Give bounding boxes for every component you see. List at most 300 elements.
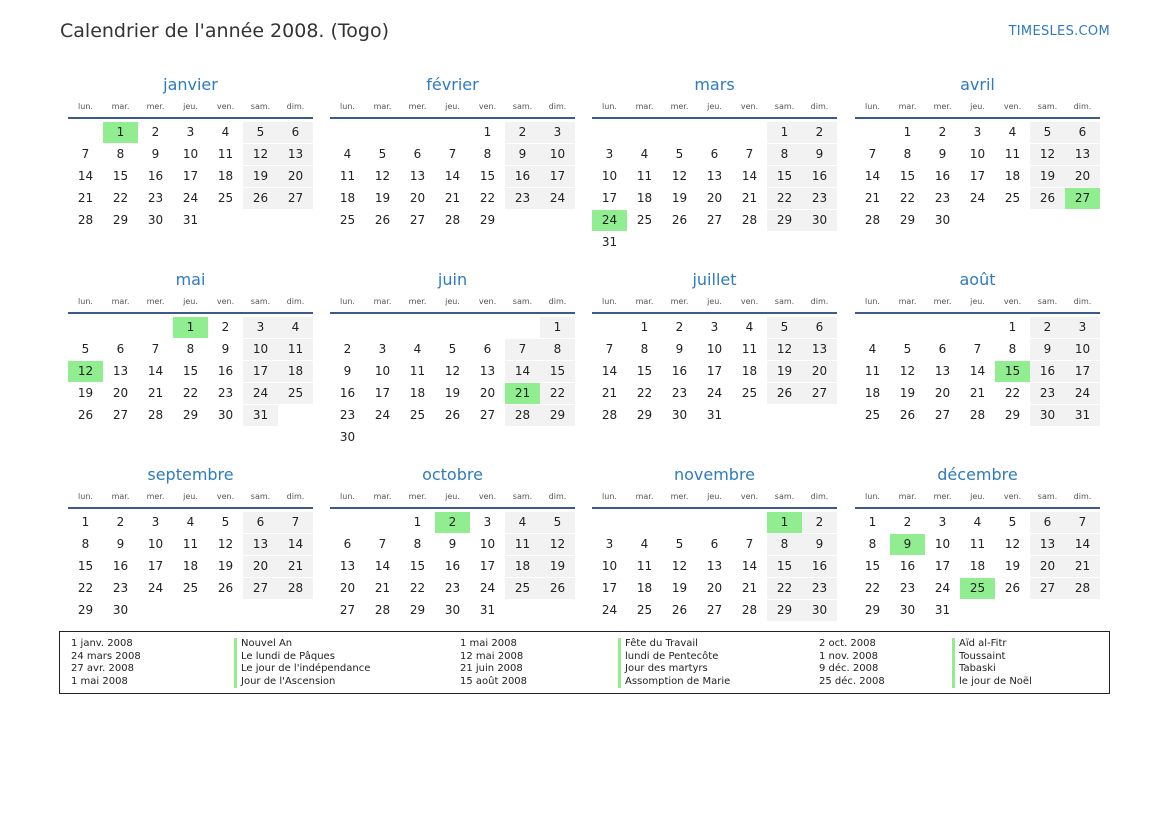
day-cell: 5 [675,147,684,161]
month-name: mars [694,75,735,94]
day-cell: 25 [409,408,426,422]
weekday-label: jeu. [183,491,198,501]
day-cell: 9 [675,342,684,356]
day-cell: 6 [483,342,492,356]
day-cell: 8 [81,537,90,551]
day-cell: 26 [540,578,575,599]
day-cell: 24 [969,191,986,205]
day-cell: 25 [278,383,313,404]
day-cell: 4 [745,320,754,334]
legend-holiday-name: Le lundi de Pâques [234,651,370,664]
day-cell: 26 [217,581,234,595]
day-cell: 11 [278,339,313,360]
day-cell: 28 [374,603,391,617]
day-cell: 17 [601,581,618,595]
legend-date: 21 juin 2008 [460,663,523,674]
day-cell: 25 [217,191,234,205]
weekday-label: lun. [78,491,93,501]
day-cell: 16 [444,559,461,573]
day-cell: 19 [767,361,802,382]
day-cell: 20 [706,191,723,205]
day-cell: 24 [540,188,575,209]
day-cell: 17 [706,364,723,378]
header-rule [68,117,313,119]
day-cell: 12 [217,537,234,551]
weekday-label: sam. [1037,491,1058,501]
day-cell: 20 [706,581,723,595]
day-cell: 16 [934,169,951,183]
day-cell: 11 [636,169,653,183]
day-cell: 15 [182,364,199,378]
day-cell: 31 [601,235,618,249]
month-block [592,269,837,422]
day-cell: 15 [540,361,575,382]
day-cell: 2 [802,512,837,533]
weekday-header [855,291,1100,311]
month-block [330,269,575,444]
day-cell: 10 [374,364,391,378]
day-cell: 15 [479,169,496,183]
weekday-label: lun. [602,491,617,501]
weekday-label: lun. [78,296,93,306]
day-cell: 22 [77,581,94,595]
day-cell: 16 [802,166,837,187]
day-cell: 3 [973,125,982,139]
day-cell: 8 [483,147,492,161]
day-cell: 7 [605,342,614,356]
day-cell: 16 [505,166,540,187]
header-rule [68,312,313,314]
weekday-label: jeu. [445,296,460,306]
weekday-label: mer. [408,491,427,501]
holiday-day-cell: 25 [960,578,995,599]
day-cell: 20 [278,166,313,187]
day-cell: 1 [903,125,912,139]
day-cell: 3 [483,515,492,529]
day-cell: 6 [710,147,719,161]
day-cell: 16 [899,559,916,573]
weekday-label: mar. [111,296,130,306]
day-cell: 13 [1065,144,1100,165]
day-cell: 19 [899,386,916,400]
day-cell: 8 [186,342,195,356]
day-cell: 15 [767,556,802,577]
day-cell: 3 [243,317,278,338]
header-rule [855,507,1100,509]
day-cell: 9 [1030,339,1065,360]
day-cell: 8 [640,342,649,356]
day-cell: 2 [343,342,352,356]
day-cell: 27 [278,188,313,209]
day-cell: 5 [1008,515,1017,529]
weekday-header [855,96,1100,116]
day-cell: 14 [147,364,164,378]
legend-holiday-name: Jour de l'Ascension [234,676,370,689]
day-cell: 6 [413,147,422,161]
day-cell: 10 [540,144,575,165]
header-rule [330,117,575,119]
day-cell: 20 [243,556,278,577]
month-block [330,464,575,617]
day-cell: 27 [934,408,951,422]
weekday-label: jeu. [970,296,985,306]
weekday-label: dim. [810,296,829,306]
weekday-label: ven. [1003,101,1022,111]
day-cell: 30 [444,603,461,617]
day-cell: 17 [182,169,199,183]
weekday-label: mar. [111,491,130,501]
month-name: février [426,75,479,94]
day-cell: 6 [116,342,125,356]
day-cell: 27 [802,383,837,404]
weekday-label: mer. [670,296,689,306]
day-cell: 30 [802,210,837,231]
weekday-label: mer. [933,491,952,501]
day-cell: 5 [243,122,278,143]
weekday-label: mar. [898,101,917,111]
day-cell: 19 [540,556,575,577]
day-cell: 19 [1030,166,1065,187]
day-cell: 27 [112,408,129,422]
day-cell: 5 [1030,122,1065,143]
day-cell: 22 [1004,386,1021,400]
day-cell: 13 [112,364,129,378]
legend-date: 1 janv. 2008 [71,638,133,649]
day-cell: 25 [505,578,540,599]
weekday-label: mar. [373,101,392,111]
day-cell: 28 [278,578,313,599]
day-cell: 16 [671,364,688,378]
day-cell: 15 [112,169,129,183]
day-cell: 4 [186,515,195,529]
day-cell: 15 [899,169,916,183]
day-cell: 27 [409,213,426,227]
day-cell: 21 [741,191,758,205]
weekday-label: ven. [216,491,235,501]
day-cell: 20 [1065,166,1100,187]
day-cell: 5 [221,515,230,529]
day-cell: 19 [374,191,391,205]
weekday-header [68,291,313,311]
weekday-label: mer. [933,296,952,306]
day-cell: 8 [767,144,802,165]
day-cell: 4 [973,515,982,529]
holiday-day-cell: 1 [173,317,208,338]
day-cell: 26 [671,603,688,617]
header-rule [592,117,837,119]
day-cell: 12 [444,364,461,378]
legend-holiday-name: Toussaint [952,651,1032,664]
legend-holiday-name: Jour des martyrs [618,663,730,676]
day-cell: 21 [278,556,313,577]
day-cell: 25 [339,213,356,227]
day-cell: 7 [81,147,90,161]
weekday-label: jeu. [445,101,460,111]
day-cell: 6 [1030,512,1065,533]
day-cell: 31 [479,603,496,617]
weekday-label: sam. [512,491,533,501]
weekday-header [592,486,837,506]
month-name: juillet [692,270,737,289]
day-cell: 23 [505,188,540,209]
day-cell: 9 [802,534,837,555]
day-cell: 3 [1065,317,1100,338]
weekday-label: ven. [1003,491,1022,501]
weekday-header [330,486,575,506]
day-cell: 22 [636,386,653,400]
weekday-label: ven. [216,101,235,111]
day-cell: 22 [899,191,916,205]
day-cell: 1 [1008,320,1017,334]
day-cell: 16 [802,556,837,577]
day-cell: 17 [969,169,986,183]
day-cell: 4 [221,125,230,139]
day-cell: 21 [147,386,164,400]
day-cell: 17 [1065,361,1100,382]
day-cell: 18 [339,191,356,205]
day-cell: 27 [339,603,356,617]
day-cell: 13 [934,364,951,378]
weekday-label: lun. [78,101,93,111]
legend-date: 25 déc. 2008 [819,675,885,687]
day-cell: 14 [741,559,758,573]
day-cell: 15 [77,559,94,573]
day-cell: 17 [374,386,391,400]
weekday-label: mer. [408,296,427,306]
holiday-day-cell: 9 [890,534,925,555]
day-cell: 14 [1065,534,1100,555]
weekday-label: ven. [1003,296,1022,306]
month-name: avril [960,75,995,94]
month-name: novembre [673,465,756,484]
weekday-label: jeu. [183,101,198,111]
weekday-label: dim. [548,101,567,111]
day-cell: 31 [182,213,199,227]
weekday-label: mer. [146,491,165,501]
day-cell: 3 [186,125,195,139]
brand-link[interactable]: TIMESLES.COM [1008,24,1110,39]
holiday-day-cell: 24 [592,210,627,231]
weekday-label: mer. [670,101,689,111]
day-cell: 11 [741,342,758,356]
day-cell: 7 [151,342,160,356]
legend-date-column [460,638,527,688]
day-cell: 11 [1004,147,1021,161]
month-block [68,464,313,617]
day-cell: 4 [505,512,540,533]
day-cell: 19 [444,386,461,400]
day-cell: 26 [767,383,802,404]
day-cell: 29 [112,213,129,227]
weekday-label: mar. [373,491,392,501]
day-cell: 2 [116,515,125,529]
day-cell: 16 [147,169,164,183]
weekday-label: dim. [1073,296,1092,306]
day-cell: 5 [675,537,684,551]
weekday-label: sam. [250,491,271,501]
day-cell: 10 [1065,339,1100,360]
day-cell: 28 [444,213,461,227]
day-cell: 25 [1004,191,1021,205]
legend-date: 15 août 2008 [460,675,528,687]
legend-name-column [618,638,730,688]
day-cell: 31 [1065,405,1100,426]
day-cell: 3 [378,342,387,356]
day-cell: 23 [112,581,129,595]
legend-holiday-name: Nouvel An [234,638,370,651]
day-cell: 27 [1030,578,1065,599]
day-cell: 3 [938,515,947,529]
day-cell: 23 [899,581,916,595]
day-cell: 13 [706,559,723,573]
day-cell: 13 [409,169,426,183]
day-cell: 6 [278,122,313,143]
weekday-label: ven. [478,491,497,501]
day-cell: 9 [938,147,947,161]
month-block [68,74,313,227]
day-cell: 10 [243,339,278,360]
weekday-label: sam. [774,296,795,306]
day-cell: 20 [409,191,426,205]
day-cell: 6 [343,537,352,551]
day-cell: 27 [243,578,278,599]
day-cell: 5 [767,317,802,338]
day-cell: 31 [243,405,278,426]
day-cell: 23 [1030,383,1065,404]
month-name: octobre [422,465,483,484]
day-cell: 3 [710,320,719,334]
weekday-label: lun. [602,101,617,111]
weekday-label: dim. [286,101,305,111]
day-cell: 11 [505,534,540,555]
day-cell: 24 [374,408,391,422]
day-cell: 1 [868,515,877,529]
day-cell: 12 [767,339,802,360]
day-cell: 14 [864,169,881,183]
day-cell: 12 [899,364,916,378]
day-cell: 11 [339,169,356,183]
day-cell: 9 [221,342,230,356]
holiday-day-cell: 1 [103,122,138,143]
day-cell: 12 [671,559,688,573]
weekday-header [330,96,575,116]
weekday-label: lun. [340,101,355,111]
month-name: juin [437,270,468,289]
day-cell: 8 [903,147,912,161]
weekday-label: mer. [146,101,165,111]
day-cell: 11 [217,147,234,161]
day-cell: 22 [540,383,575,404]
day-cell: 4 [640,147,649,161]
day-cell: 10 [934,537,951,551]
weekday-label: dim. [548,296,567,306]
day-cell: 29 [540,405,575,426]
weekday-label: sam. [512,101,533,111]
weekday-label: ven. [216,296,235,306]
weekday-header [855,486,1100,506]
weekday-label: dim. [286,491,305,501]
legend-holiday-name: Tabaski [952,663,1032,676]
day-cell: 17 [479,559,496,573]
day-cell: 12 [243,144,278,165]
day-cell: 20 [1030,556,1065,577]
day-cell: 29 [479,213,496,227]
day-cell: 19 [243,166,278,187]
day-cell: 8 [540,339,575,360]
day-cell: 13 [278,144,313,165]
day-cell: 29 [409,603,426,617]
month-block [855,269,1100,422]
day-cell: 8 [1008,342,1017,356]
month-name: août [959,270,996,289]
weekday-label: sam. [250,296,271,306]
weekday-label: ven. [740,101,759,111]
weekday-label: mar. [635,296,654,306]
day-cell: 9 [802,144,837,165]
day-cell: 28 [864,213,881,227]
day-cell: 10 [601,559,618,573]
day-cell: 29 [77,603,94,617]
weekday-label: ven. [740,296,759,306]
day-cell: 17 [243,361,278,382]
day-cell: 13 [339,559,356,573]
day-cell: 31 [934,603,951,617]
day-cell: 23 [934,191,951,205]
day-cell: 28 [77,213,94,227]
day-cell: 2 [675,320,684,334]
header-rule [855,312,1100,314]
weekday-label: sam. [1037,101,1058,111]
day-cell: 3 [605,537,614,551]
day-cell: 24 [934,581,951,595]
day-cell: 30 [217,408,234,422]
day-cell: 21 [1065,556,1100,577]
weekday-header [592,291,837,311]
day-cell: 14 [278,534,313,555]
day-cell: 20 [339,581,356,595]
day-cell: 29 [182,408,199,422]
day-cell: 9 [448,537,457,551]
day-cell: 13 [243,534,278,555]
weekday-label: ven. [478,101,497,111]
day-cell: 1 [640,320,649,334]
day-cell: 8 [413,537,422,551]
weekday-label: sam. [774,101,795,111]
day-cell: 21 [374,581,391,595]
day-cell: 14 [741,169,758,183]
day-cell: 23 [217,386,234,400]
day-cell: 12 [1004,537,1021,551]
weekday-label: dim. [810,491,829,501]
day-cell: 25 [636,213,653,227]
weekday-label: sam. [774,491,795,501]
day-cell: 18 [741,364,758,378]
day-cell: 16 [112,559,129,573]
legend-date: 1 mai 2008 [460,638,517,649]
day-cell: 6 [802,317,837,338]
day-cell: 8 [767,534,802,555]
day-cell: 11 [182,537,199,551]
day-cell: 21 [969,386,986,400]
day-cell: 3 [605,147,614,161]
weekday-header [68,96,313,116]
day-cell: 22 [182,386,199,400]
day-cell: 1 [81,515,90,529]
day-cell: 7 [745,147,754,161]
header-rule [592,312,837,314]
day-cell: 9 [151,147,160,161]
page-title: Calendrier de l'année 2008. (Togo) [60,20,389,42]
